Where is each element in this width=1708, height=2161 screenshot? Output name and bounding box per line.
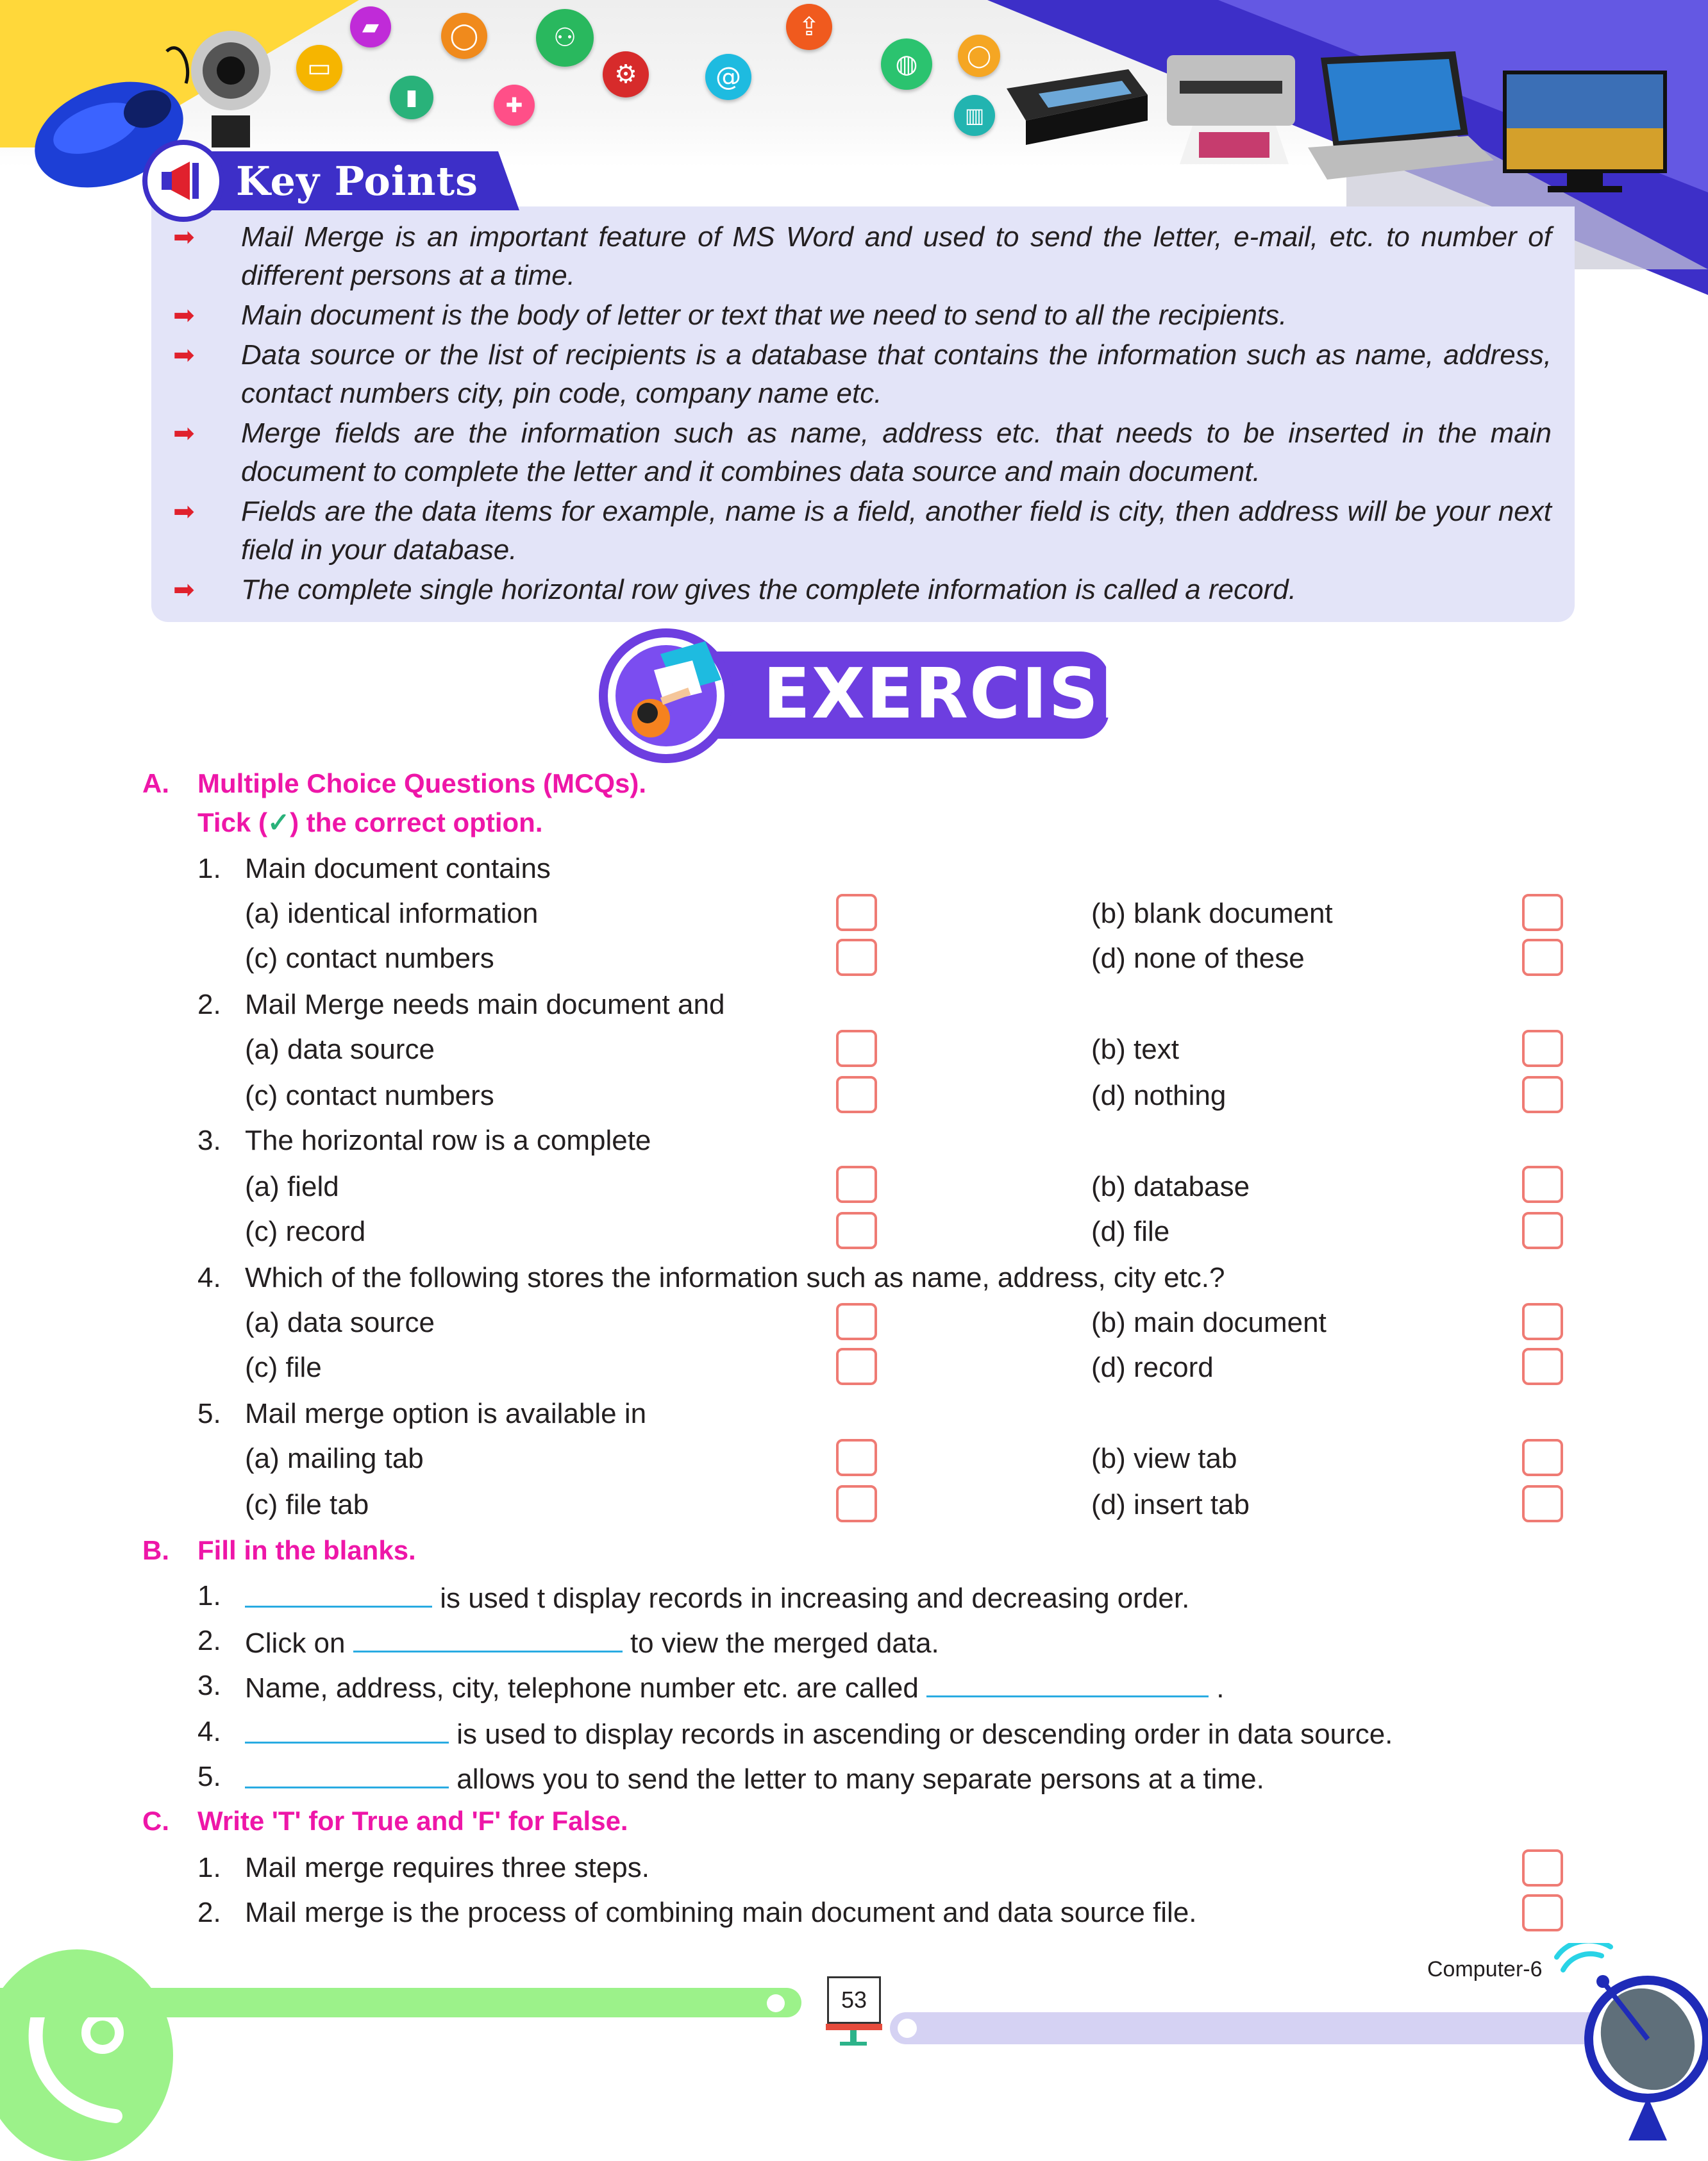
list-item: ➡ Main document is the body of letter or text that we need to send to all the recipients. xyxy=(173,296,1552,335)
option-checkbox[interactable] xyxy=(836,1212,877,1249)
laptop-icon xyxy=(1295,51,1500,186)
upload-icon: ⇪ xyxy=(786,4,832,50)
section-a-title: Multiple Choice Questions (MCQs). xyxy=(197,768,647,798)
option-checkbox[interactable] xyxy=(836,1485,877,1522)
monitor-display-icon xyxy=(1503,71,1670,199)
blank-number: 1. xyxy=(197,1580,221,1611)
list-item: ➡ The complete single horizontal row gives the complete information is called a record. xyxy=(173,571,1552,609)
true-false-box[interactable] xyxy=(1522,1894,1563,1931)
option-checkbox[interactable] xyxy=(1522,1166,1563,1203)
question-number: 1. xyxy=(197,853,221,884)
footer-purple-dot xyxy=(898,2019,917,2038)
option-checkbox[interactable] xyxy=(1522,1212,1563,1249)
option-a: (a) mailing tab xyxy=(245,1443,424,1474)
page-number-base xyxy=(840,2042,867,2046)
bar-chart-icon: ▮ xyxy=(390,76,433,119)
footer-purple-bar xyxy=(890,2012,1646,2044)
option-checkbox[interactable] xyxy=(836,1030,877,1067)
section-c-title: Write 'T' for True and 'F' for False. xyxy=(197,1806,628,1836)
page-number-stand xyxy=(826,2024,882,2030)
option-checkbox[interactable] xyxy=(836,1348,877,1385)
satellite-dish-icon xyxy=(1552,1943,1708,2140)
option-d: (d) none of these xyxy=(1091,943,1305,974)
question-number: 2. xyxy=(197,989,221,1020)
webcam-icon xyxy=(173,26,289,154)
gamepad-icon: ✚ xyxy=(494,85,535,126)
question-text: Which of the following stores the information such as name, address, city etc.? xyxy=(245,1262,1225,1293)
settings-gears-icon: ⚙ xyxy=(603,51,649,97)
mouse-small-icon: ◯ xyxy=(441,13,487,59)
option-checkbox[interactable] xyxy=(1522,1439,1563,1476)
question-text: Mail Merge needs main document and xyxy=(245,989,725,1020)
fill-blank-sentence: is used to display records in ascending or descending order in data source. xyxy=(245,1716,1393,1751)
mouse-small-icon-2: ◯ xyxy=(958,35,1000,77)
person-at-computer-icon xyxy=(615,641,724,750)
list-item: ➡ Data source or the list of recipients is a database that contains the information such as name, address, contact numbers city, pin code, company name etc. xyxy=(173,336,1552,413)
question-number: 5. xyxy=(197,1398,221,1429)
section-b-title: Fill in the blanks. xyxy=(197,1535,416,1565)
option-d: (d) record xyxy=(1091,1352,1214,1383)
blank-number: 5. xyxy=(197,1761,221,1792)
option-checkbox[interactable] xyxy=(1522,939,1563,976)
question-text: Mail merge option is available in xyxy=(245,1398,647,1429)
option-checkbox[interactable] xyxy=(836,894,877,931)
option-checkbox[interactable] xyxy=(1522,1485,1563,1522)
book-label: Computer-6 xyxy=(1427,1957,1543,1981)
section-b-letter: B. xyxy=(142,1535,169,1565)
option-checkbox[interactable] xyxy=(1522,1076,1563,1113)
fill-blank-sentence: Name, address, city, telephone number etc. are called . xyxy=(245,1670,1225,1704)
footer-green-dot xyxy=(767,1994,785,2012)
monitor-icon: ▭ xyxy=(296,45,342,91)
option-c: (c) file xyxy=(245,1352,322,1383)
megaphone-icon xyxy=(142,140,224,222)
option-c: (c) file tab xyxy=(245,1489,369,1520)
option-b: (b) main document xyxy=(1091,1307,1327,1338)
fill-blank-sentence: is used t display records in increasing and decreasing order. xyxy=(245,1580,1189,1615)
option-a: (a) data source xyxy=(245,1034,435,1065)
option-d: (d) file xyxy=(1091,1216,1170,1247)
blank-line[interactable] xyxy=(353,1625,623,1652)
blank-number: 3. xyxy=(197,1670,221,1701)
at-sign-icon: @ xyxy=(705,54,751,100)
option-checkbox[interactable] xyxy=(1522,894,1563,931)
blank-number: 2. xyxy=(197,1625,221,1656)
option-a: (a) identical information xyxy=(245,898,539,929)
option-a: (a) data source xyxy=(245,1307,435,1338)
option-checkbox[interactable] xyxy=(1522,1303,1563,1340)
true-false-box[interactable] xyxy=(1522,1849,1563,1887)
fill-blank-sentence: Click on to view the merged data. xyxy=(245,1625,939,1660)
option-c: (c) record xyxy=(245,1216,366,1247)
option-a: (a) field xyxy=(245,1171,339,1202)
option-checkbox[interactable] xyxy=(836,1076,877,1113)
question-number: 4. xyxy=(197,1262,221,1293)
key-points-list xyxy=(173,218,1552,610)
option-checkbox[interactable] xyxy=(836,1166,877,1203)
arrow-bullet-icon: ➡ xyxy=(173,301,195,330)
statement-text: Mail merge requires three steps. xyxy=(245,1852,649,1883)
option-c: (c) contact numbers xyxy=(245,943,494,974)
exercise-title: EXERCISE xyxy=(763,654,1148,734)
option-b: (b) view tab xyxy=(1091,1443,1237,1474)
arrow-bullet-icon: ➡ xyxy=(173,223,195,252)
option-checkbox[interactable] xyxy=(1522,1348,1563,1385)
key-points-title: Key Points xyxy=(236,158,479,205)
blank-line[interactable] xyxy=(245,1580,432,1608)
statement-number: 1. xyxy=(197,1852,221,1883)
footer-green-bar xyxy=(0,1988,801,2017)
analytics-icon: ▥ xyxy=(954,95,995,136)
option-c: (c) contact numbers xyxy=(245,1080,494,1111)
printer-icon xyxy=(1154,36,1308,171)
globe-icon: ◍ xyxy=(881,38,932,90)
list-item: ➡ Mail Merge is an important feature of MS Word and used to send the letter, e-mail, etc. to number of different persons at a time. xyxy=(173,218,1552,295)
blank-line[interactable] xyxy=(245,1716,449,1744)
option-d: (d) insert tab xyxy=(1091,1489,1250,1520)
arrow-bullet-icon: ➡ xyxy=(173,575,195,605)
page-number-leg xyxy=(850,2030,857,2042)
network-users-icon: ⚇ xyxy=(536,9,594,67)
list-item: ➡ Fields are the data items for example, name is a field, another field is city, then address will be your next field in your database. xyxy=(173,492,1552,569)
blank-number: 4. xyxy=(197,1716,221,1747)
section-a-letter: A. xyxy=(142,768,169,798)
question-text: The horizontal row is a complete xyxy=(245,1125,651,1156)
arrow-bullet-icon: ➡ xyxy=(173,341,195,370)
page-number: 53 xyxy=(827,1976,881,2024)
tick-icon: ✓ xyxy=(267,807,290,837)
option-checkbox[interactable] xyxy=(836,939,877,976)
question-number: 3. xyxy=(197,1125,221,1156)
section-a-instruction: Tick (✓) the correct option. xyxy=(197,807,543,837)
arrow-bullet-icon: ➡ xyxy=(173,497,195,526)
option-b: (b) blank document xyxy=(1091,898,1333,929)
option-checkbox[interactable] xyxy=(1522,1030,1563,1067)
section-c-letter: C. xyxy=(142,1806,169,1836)
arrow-bullet-icon: ➡ xyxy=(173,419,195,448)
folder-icon: ▰ xyxy=(350,6,391,47)
option-checkbox[interactable] xyxy=(836,1439,877,1476)
option-b: (b) database xyxy=(1091,1171,1250,1202)
statement-text: Mail merge is the process of combining main document and data source file. xyxy=(245,1897,1197,1928)
statement-number: 2. xyxy=(197,1897,221,1928)
fill-blank-sentence: allows you to send the letter to many separate persons at a time. xyxy=(245,1761,1264,1795)
blank-line[interactable] xyxy=(245,1761,449,1788)
scanner-icon xyxy=(1000,63,1154,146)
option-b: (b) text xyxy=(1091,1034,1179,1065)
option-d: (d) nothing xyxy=(1091,1080,1227,1111)
list-item: ➡ Merge fields are the information such as name, address etc. that needs to be inserted in the main document to complete the letter and it combines data source and main document. xyxy=(173,414,1552,491)
option-checkbox[interactable] xyxy=(836,1303,877,1340)
blank-line[interactable] xyxy=(926,1670,1209,1697)
question-text: Main document contains xyxy=(245,853,551,884)
